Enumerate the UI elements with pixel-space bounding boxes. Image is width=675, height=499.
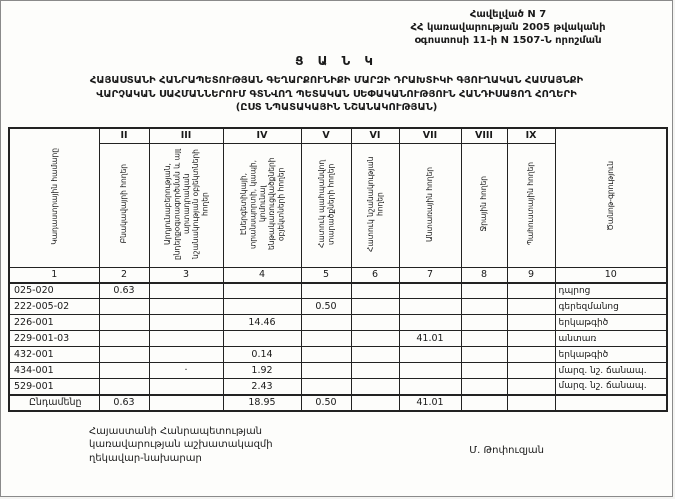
value-cell: 2.43 <box>223 379 301 395</box>
colnum-2: 2 <box>99 268 149 283</box>
colnum-7: 7 <box>399 268 461 283</box>
value-cell <box>149 299 223 315</box>
header-residential-lands: Բնակավայրի հողեր <box>99 144 149 268</box>
official-title-line-1: Հայաստանի Հանրապետության <box>89 425 263 437</box>
colnum-9: 9 <box>507 268 555 283</box>
value-cell <box>351 283 399 299</box>
cadastral-cell: 434-001 <box>9 363 99 379</box>
value-cell <box>351 315 399 331</box>
header-reserve-lands: Պահուստային հողեր <box>507 144 555 268</box>
numeral-col-7: VII <box>399 128 461 144</box>
value-cell: 14.46 <box>223 315 301 331</box>
note-cell: դպրոց <box>555 283 667 299</box>
table-row <box>9 299 667 315</box>
signature-block <box>1 425 672 466</box>
value-cell <box>351 379 399 395</box>
table-row <box>9 347 667 363</box>
value-cell: 1.92 <box>223 363 301 379</box>
note-cell: գերեզմանոց <box>555 299 667 315</box>
table-row <box>9 379 667 395</box>
cadastral-cell: 222-005-02 <box>9 299 99 315</box>
land-table-wrapper <box>8 127 665 412</box>
total-value-cell: 0.63 <box>99 395 149 411</box>
value-cell <box>399 363 461 379</box>
table-row <box>9 315 667 331</box>
title-line-2: ՎԱՐՉԱԿԱՆ ՍԱՀՄԱՆՆԵՐՈՒՄ ԳՏՆՎՈՂ ՊԵՏԱԿԱՆ ՍԵՓԱԿԱՆՈՒԹՅՈՒՆ ՀԱՆԴԻՍԱՑՈՂ ՀՈՂԵՐԻ <box>96 88 577 100</box>
value-cell <box>99 299 149 315</box>
value-cell <box>149 379 223 395</box>
value-cell <box>399 315 461 331</box>
numeral-col-2: II <box>99 128 149 144</box>
value-cell <box>461 379 507 395</box>
value-cell <box>301 347 351 363</box>
total-value-cell: 0.50 <box>301 395 351 411</box>
value-cell <box>301 363 351 379</box>
value-cell <box>461 363 507 379</box>
note-cell: երկաթգիծ <box>555 315 667 331</box>
value-cell <box>301 331 351 347</box>
header-cadastral-label: Կադաստրային համարը <box>49 147 59 245</box>
value-cell <box>301 315 351 331</box>
cadastral-cell: 025-020 <box>9 283 99 299</box>
note-cell: մարզ. նշ. ճանապ. <box>555 379 667 395</box>
header-note-label: Ծանոթ-գրություն <box>606 161 616 232</box>
value-cell <box>351 331 399 347</box>
total-value-cell: 18.95 <box>223 395 301 411</box>
value-cell <box>399 347 461 363</box>
value-cell: 0.14 <box>223 347 301 363</box>
total-value-cell <box>149 395 223 411</box>
value-cell <box>149 283 223 299</box>
value-cell <box>507 363 555 379</box>
header-forest-lands: Անտառային հողեր <box>399 144 461 268</box>
value-cell <box>99 379 149 395</box>
appendix-block <box>358 8 658 47</box>
list-heading: Ց Ա Ն Կ <box>295 54 378 68</box>
total-note-cell <box>555 395 667 411</box>
cadastral-cell: 529-001 <box>9 379 99 395</box>
value-cell <box>99 331 149 347</box>
signature-name: Մ. Թոփուզյան <box>469 444 544 456</box>
header-water-lands: Ջրային հողեր <box>461 144 507 268</box>
total-value-cell: 41.01 <box>399 395 461 411</box>
header-industrial-lands: Արդյունաբերության, ընդերքօգտագործման և այլ արտադրական նշանակության օբյեկտների հողեր <box>149 144 223 268</box>
value-cell <box>99 363 149 379</box>
header-protected-lands: Հատուկ պահպանվող տարածքների հողեր <box>301 144 351 268</box>
cadastral-cell: 229-001-03 <box>9 331 99 347</box>
appendix-line-3: օգոստոսի 11-ի N 1507-Ն որոշման <box>414 35 602 46</box>
value-cell <box>223 283 301 299</box>
column-number-row <box>9 268 667 283</box>
value-cell <box>507 331 555 347</box>
value-cell <box>351 299 399 315</box>
appendix-line-2: ՀՀ կառավարության 2005 թվականի <box>410 22 606 33</box>
official-title-line-2: կառավարության աշխատակազմի <box>89 439 273 450</box>
value-cell <box>461 299 507 315</box>
value-cell <box>351 347 399 363</box>
note-cell: մարզ. նշ. ճանապ. <box>555 363 667 379</box>
numeral-col-8: VIII <box>461 128 507 144</box>
total-value-cell <box>461 395 507 411</box>
header-note <box>555 128 667 268</box>
value-cell <box>223 299 301 315</box>
header-energy-transport-lands: Էներգետիկայի, տրանսպորտի, կապի, կոմունալ ենթակառուցվածքների օբյեկտների հողեր <box>223 144 301 268</box>
value-cell <box>149 347 223 363</box>
value-cell <box>149 331 223 347</box>
value-cell <box>507 347 555 363</box>
title-line-3: (ԸՍՏ ՆՊԱՏԱԿԱՅԻՆ ՆՇԱՆԱԿՈՒԹՅԱՆ) <box>235 102 438 113</box>
colnum-8: 8 <box>461 268 507 283</box>
value-cell <box>399 283 461 299</box>
value-cell <box>461 315 507 331</box>
colnum-5: 5 <box>301 268 351 283</box>
colnum-3: 3 <box>149 268 223 283</box>
total-row <box>9 395 667 411</box>
numeral-col-9: IX <box>507 128 555 144</box>
value-cell <box>507 283 555 299</box>
official-title-block <box>89 425 273 466</box>
table-row <box>9 363 667 379</box>
numeral-col-4: IV <box>223 128 301 144</box>
value-cell <box>461 331 507 347</box>
value-cell <box>99 347 149 363</box>
header-cadastral-number <box>9 128 99 268</box>
numeral-col-3: III <box>149 128 223 144</box>
value-cell <box>461 347 507 363</box>
numeral-col-6: VI <box>351 128 399 144</box>
header-special-lands: Հատուկ նշանակության հողեր <box>351 144 399 268</box>
title-line-1: ՀԱՅԱՍՏԱՆԻ ՀԱՆՐԱՊԵՏՈՒԹՅԱՆ ԳԵՂԱՐՔՈՒՆԻՔԻ ՄԱՐԶԻ ԴՐԱԽՏԻԿԻ ԳՅՈՒՂԱԿԱՆ ՀԱՄԱՅՆՔԻ <box>89 75 584 86</box>
colnum-10: 10 <box>555 268 667 283</box>
note-cell: երկաթգիծ <box>555 347 667 363</box>
value-cell <box>399 379 461 395</box>
cadastral-cell: 226-001 <box>9 315 99 331</box>
total-value-cell <box>507 395 555 411</box>
colnum-6: 6 <box>351 268 399 283</box>
value-cell <box>149 315 223 331</box>
land-categories-table <box>8 127 668 412</box>
value-cell <box>399 299 461 315</box>
appendix-line-1: Հավելված N 7 <box>469 9 547 20</box>
value-cell <box>99 315 149 331</box>
document-title <box>1 74 672 115</box>
value-cell: 0.50 <box>301 299 351 315</box>
value-cell <box>223 331 301 347</box>
numeral-row <box>9 128 667 144</box>
colnum-4: 4 <box>223 268 301 283</box>
numeral-col-5: V <box>301 128 351 144</box>
value-cell: · <box>149 363 223 379</box>
colnum-1: 1 <box>9 268 99 283</box>
table-row <box>9 283 667 299</box>
value-cell <box>301 283 351 299</box>
value-cell <box>507 315 555 331</box>
value-cell: 41.01 <box>399 331 461 347</box>
value-cell <box>507 299 555 315</box>
note-cell: անտառ <box>555 331 667 347</box>
cadastral-cell: 432-001 <box>9 347 99 363</box>
value-cell <box>301 379 351 395</box>
value-cell: 0.63 <box>99 283 149 299</box>
value-cell <box>461 283 507 299</box>
value-cell <box>351 363 399 379</box>
total-label: Ընդամենը <box>9 395 99 411</box>
value-cell <box>507 379 555 395</box>
total-value-cell <box>351 395 399 411</box>
table-row <box>9 331 667 347</box>
official-title-line-3: ղեկավար-նախարար <box>89 452 202 464</box>
